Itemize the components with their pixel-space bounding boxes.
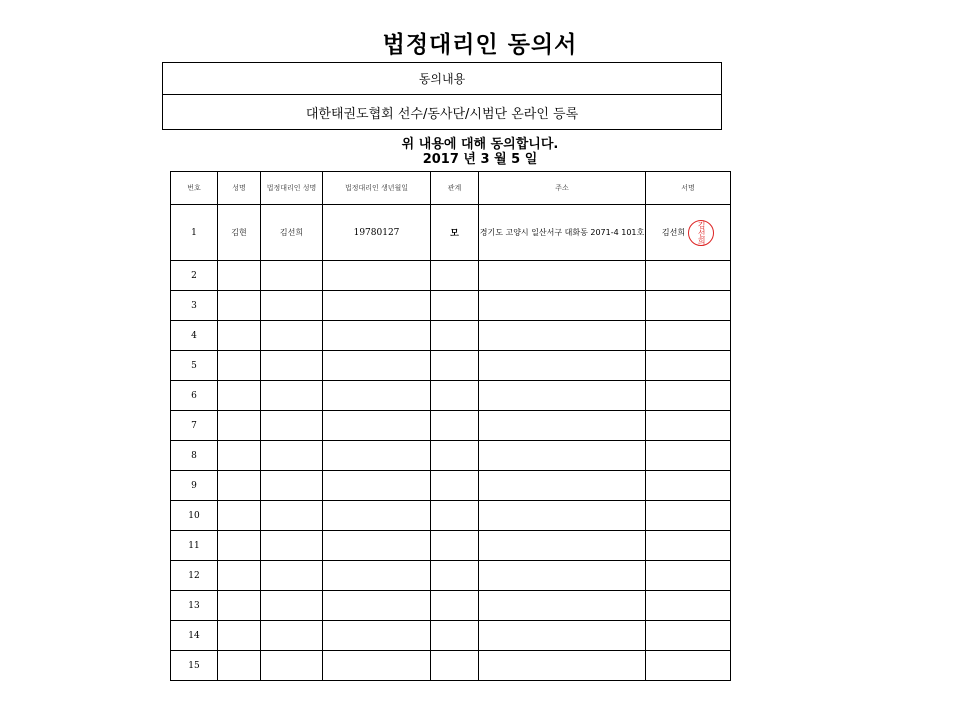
member-name bbox=[218, 561, 261, 591]
address bbox=[479, 531, 646, 561]
guardian-dob bbox=[323, 261, 431, 291]
guardian-dob bbox=[323, 501, 431, 531]
member-name bbox=[218, 261, 261, 291]
member-name bbox=[218, 411, 261, 441]
table-row bbox=[171, 321, 731, 351]
guardian-name bbox=[261, 591, 323, 621]
signature-cell bbox=[646, 411, 731, 441]
relation bbox=[431, 531, 479, 561]
relation bbox=[431, 261, 479, 291]
header-signature: 서명 bbox=[646, 172, 731, 205]
guardian-dob bbox=[323, 381, 431, 411]
relation bbox=[431, 411, 479, 441]
table-body bbox=[171, 205, 731, 681]
member-name bbox=[218, 471, 261, 501]
signature-cell bbox=[646, 621, 731, 651]
table-row bbox=[171, 381, 731, 411]
relation bbox=[431, 321, 479, 351]
member-name: 김현 bbox=[218, 205, 261, 261]
guardian-dob bbox=[323, 291, 431, 321]
consent-date: 2017 년 3 월 5 일 bbox=[422, 152, 538, 167]
address: 경기도 고양시 일산서구 대화동 2071-4 101호 bbox=[479, 205, 646, 261]
member-name bbox=[218, 381, 261, 411]
relation bbox=[431, 501, 479, 531]
signature-cell bbox=[646, 291, 731, 321]
signature-cell bbox=[646, 381, 731, 411]
relation bbox=[431, 381, 479, 411]
relation bbox=[431, 441, 479, 471]
guardian-name bbox=[261, 321, 323, 351]
signature-cell bbox=[646, 561, 731, 591]
row-number: 9 bbox=[171, 471, 218, 501]
guardian-dob bbox=[323, 321, 431, 351]
seal-stamp-icon: 김선희 bbox=[688, 220, 714, 246]
table-row bbox=[171, 591, 731, 621]
relation bbox=[431, 351, 479, 381]
consent-content: 대한태권도협회 선수/동사단/시범단 온라인 등록 bbox=[305, 106, 579, 122]
row-number: 3 bbox=[171, 291, 218, 321]
member-name bbox=[218, 351, 261, 381]
signature-name: 김선희 bbox=[661, 228, 686, 237]
relation bbox=[431, 291, 479, 321]
table-row bbox=[171, 561, 731, 591]
table-row bbox=[171, 651, 731, 681]
relation bbox=[431, 471, 479, 501]
signature-cell bbox=[646, 471, 731, 501]
agreement-statement: 위 내용에 대해 동의합니다. bbox=[401, 137, 559, 152]
guardian-dob bbox=[323, 651, 431, 681]
signature-cell bbox=[646, 651, 731, 681]
address bbox=[479, 291, 646, 321]
guardian-dob bbox=[323, 351, 431, 381]
signature-cell bbox=[646, 321, 731, 351]
row-number: 13 bbox=[171, 591, 218, 621]
header-guardian-name: 법정대리인 성명 bbox=[261, 172, 323, 205]
guardian-dob bbox=[323, 471, 431, 501]
consent-box bbox=[162, 62, 722, 130]
member-name bbox=[218, 321, 261, 351]
table-row bbox=[171, 291, 731, 321]
signature-cell bbox=[646, 205, 731, 261]
table-row bbox=[171, 351, 731, 381]
address bbox=[479, 441, 646, 471]
guardian-dob bbox=[323, 591, 431, 621]
member-name bbox=[218, 651, 261, 681]
document-title: 법정대리인 동의서 bbox=[382, 32, 578, 58]
guardian-dob bbox=[323, 411, 431, 441]
row-number: 11 bbox=[171, 531, 218, 561]
member-name bbox=[218, 591, 261, 621]
relation bbox=[431, 651, 479, 681]
signature-cell bbox=[646, 531, 731, 561]
address bbox=[479, 621, 646, 651]
guardian-dob bbox=[323, 561, 431, 591]
guardian-name bbox=[261, 651, 323, 681]
guardian-name bbox=[261, 261, 323, 291]
table-row bbox=[171, 531, 731, 561]
relation: 모 bbox=[431, 205, 479, 261]
guardian-dob bbox=[323, 531, 431, 561]
address bbox=[479, 411, 646, 441]
member-name bbox=[218, 621, 261, 651]
member-name bbox=[218, 501, 261, 531]
row-number: 1 bbox=[171, 205, 218, 261]
row-number: 5 bbox=[171, 351, 218, 381]
table-row bbox=[171, 205, 731, 261]
address bbox=[479, 501, 646, 531]
table-row bbox=[171, 471, 731, 501]
header-name: 성명 bbox=[218, 172, 261, 205]
guardian-dob bbox=[323, 441, 431, 471]
header-guardian-dob: 법정대리인 생년월일 bbox=[323, 172, 431, 205]
guardian-name bbox=[261, 561, 323, 591]
address bbox=[479, 561, 646, 591]
row-number: 14 bbox=[171, 621, 218, 651]
agreement-block bbox=[0, 137, 960, 167]
table-row bbox=[171, 261, 731, 291]
row-number: 7 bbox=[171, 411, 218, 441]
row-number: 15 bbox=[171, 651, 218, 681]
guardian-name bbox=[261, 381, 323, 411]
table-header-row bbox=[171, 172, 731, 205]
table-row bbox=[171, 501, 731, 531]
address bbox=[479, 651, 646, 681]
row-number: 6 bbox=[171, 381, 218, 411]
address bbox=[479, 261, 646, 291]
address bbox=[479, 471, 646, 501]
guardian-name: 김선희 bbox=[261, 205, 323, 261]
address bbox=[479, 591, 646, 621]
member-name bbox=[218, 531, 261, 561]
table-row bbox=[171, 411, 731, 441]
guardian-name bbox=[261, 291, 323, 321]
row-number: 12 bbox=[171, 561, 218, 591]
row-number: 2 bbox=[171, 261, 218, 291]
guardian-name bbox=[261, 471, 323, 501]
guardian-name bbox=[261, 351, 323, 381]
member-name bbox=[218, 441, 261, 471]
signature-cell bbox=[646, 591, 731, 621]
header-address: 주소 bbox=[479, 172, 646, 205]
signature-cell bbox=[646, 261, 731, 291]
table-row bbox=[171, 441, 731, 471]
relation bbox=[431, 591, 479, 621]
guardian-name bbox=[261, 441, 323, 471]
header-no: 번호 bbox=[171, 172, 218, 205]
guardian-table bbox=[170, 171, 731, 681]
guardian-name bbox=[261, 621, 323, 651]
guardian-name bbox=[261, 531, 323, 561]
guardian-dob bbox=[323, 621, 431, 651]
consent-header: 동의내용 bbox=[163, 63, 721, 95]
header-relation: 관계 bbox=[431, 172, 479, 205]
signature-cell bbox=[646, 351, 731, 381]
address bbox=[479, 381, 646, 411]
guardian-dob: 19780127 bbox=[323, 205, 431, 261]
row-number: 8 bbox=[171, 441, 218, 471]
guardian-name bbox=[261, 501, 323, 531]
signature-cell bbox=[646, 441, 731, 471]
row-number: 4 bbox=[171, 321, 218, 351]
signature-cell bbox=[646, 501, 731, 531]
table-row bbox=[171, 621, 731, 651]
relation bbox=[431, 561, 479, 591]
guardian-name bbox=[261, 411, 323, 441]
row-number: 10 bbox=[171, 501, 218, 531]
address bbox=[479, 321, 646, 351]
relation bbox=[431, 621, 479, 651]
member-name bbox=[218, 291, 261, 321]
address bbox=[479, 351, 646, 381]
